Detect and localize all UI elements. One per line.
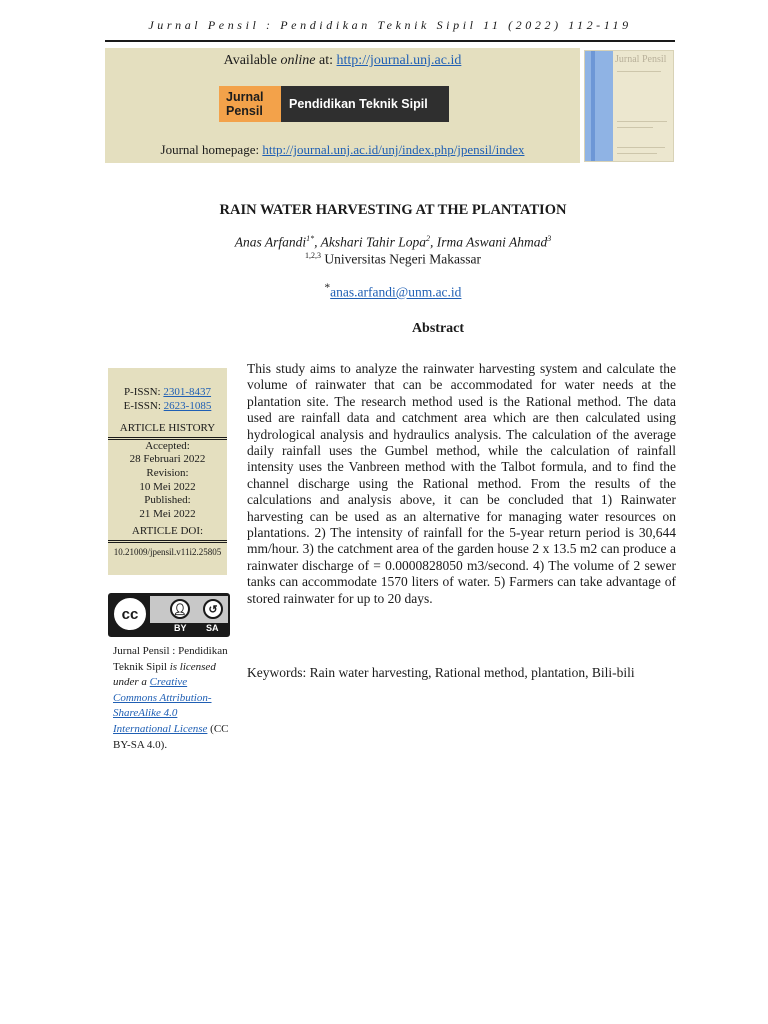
affiliation-name: Universitas Negeri Makassar bbox=[324, 251, 482, 267]
attribution-icon: 👤︎ bbox=[170, 599, 190, 619]
journal-homepage-line bbox=[105, 142, 580, 158]
cc-badge-bottom bbox=[150, 623, 228, 635]
available-online: online bbox=[280, 53, 316, 68]
license-short: (CC BY-SA 4.0). bbox=[113, 722, 229, 751]
license-link[interactable]: Creative Commons Attribution-ShareAlike 4.0 International License bbox=[113, 676, 212, 735]
affiliation bbox=[105, 251, 681, 268]
email-link[interactable]: anas.arfandi@unm.ac.id bbox=[330, 284, 462, 300]
cc-by-sa-badge[interactable] bbox=[108, 593, 230, 637]
share-alike-icon: ↺ bbox=[203, 599, 223, 619]
logo-left-block bbox=[219, 86, 281, 122]
journal-cover-thumbnail bbox=[584, 50, 674, 162]
issn-block bbox=[108, 386, 227, 413]
sa-label: SA bbox=[206, 623, 219, 633]
article-info-sidebar bbox=[108, 368, 227, 575]
accepted-date: 28 Februari 2022 bbox=[129, 453, 206, 466]
journal-masthead bbox=[105, 48, 580, 163]
author-list: Anas Arfandi$^{1*}$, Akshari Tahir Lopa$^2$, Irma Aswani Ahmad$^3$ bbox=[234, 234, 552, 250]
cover-line bbox=[617, 71, 661, 72]
cover-line bbox=[617, 147, 665, 148]
cover-title: Jurnal Pensil bbox=[615, 54, 667, 65]
article-doi: 10.21009/jpensil.v11i2.25805 bbox=[113, 546, 222, 557]
published-label: Published: bbox=[144, 494, 191, 507]
cc-badge-top bbox=[150, 596, 228, 623]
license-text: is licensed under a bbox=[113, 660, 216, 689]
pissn-row bbox=[108, 386, 227, 400]
header-rule bbox=[105, 40, 675, 42]
abstract-heading: Abstract bbox=[411, 321, 465, 336]
abstract-body: This study aims to analyze the rainwater harvesting system and calculate the volume of rainwater that can be accommodated for water needs at the plantation site. The research method used is the Rational method. The data used are rainfall data and catchment area which are then calculated using hydrological analysis and hydraulics analysis. The calculation of the average daily rainfall uses the Gumbel method, while the calculation of rainfall intensity uses the Vanbreen method with the Talbot formula, and to find the channel discharge using the Rational method. From the results of the calculations and analysis above, it can be concluded that 1) Rainwater harvesting can be used as an alternative for managing water resources on plantations. 2) The intensity of rainfall for the 5-year return period is 30,644 mm/hour. 3) the catchment area of the garden house 2 x 13.5 m2 can produce a rainwater discharge of = 0.0000828050 m3/second. 4) The volume of 2 sewer tanks can accommodate 1570 liters of water. 5) Farmers can take advantage of stored rainwater for up to 20 days. bbox=[247, 361, 676, 606]
logo-right-block: Pendidikan Teknik Sipil bbox=[281, 86, 449, 122]
cover-line bbox=[617, 121, 667, 122]
license-statement bbox=[113, 644, 231, 753]
corresponding-mark: * bbox=[324, 282, 331, 294]
eissn-label: E-ISSN: bbox=[123, 399, 161, 412]
eissn-link[interactable]: 2623-1085 bbox=[163, 399, 212, 412]
article-doi-heading: ARTICLE DOI: bbox=[108, 525, 227, 543]
journal-homepage-link[interactable]: http://journal.unj.ac.id/unj/index.php/jpensil/index bbox=[262, 142, 525, 157]
journal-site-link[interactable]: http://journal.unj.ac.id bbox=[336, 53, 462, 68]
accepted-label: Accepted: bbox=[145, 439, 190, 452]
cover-stripe-dark bbox=[591, 51, 595, 162]
revision-date: 10 Mei 2022 bbox=[139, 480, 196, 493]
keywords: Keywords: Rain water harvesting, Rational method, plantation, Bili-bili bbox=[247, 665, 635, 680]
author-name: Akshari Tahir Lopa bbox=[320, 234, 426, 250]
author-name: Anas Arfandi bbox=[234, 234, 307, 250]
eissn-row bbox=[108, 400, 227, 414]
affiliation-mark: 1,2,3 bbox=[304, 251, 321, 260]
cc-icon: cc bbox=[111, 595, 149, 633]
pissn-label: P-ISSN: bbox=[123, 386, 161, 398]
license-journal: Jurnal Pensil : Pendidikan Teknik Sipil bbox=[113, 645, 228, 673]
article-title: RAIN WATER HARVESTING AT THE PLANTATION bbox=[219, 202, 567, 218]
pissn-link[interactable]: 2301-8437 bbox=[163, 386, 212, 398]
cover-line bbox=[617, 153, 657, 154]
available-online-line bbox=[105, 53, 580, 69]
corresponding-email bbox=[105, 282, 681, 301]
author-affiliation-mark: 3 bbox=[547, 234, 552, 243]
homepage-label: Journal homepage: bbox=[160, 142, 260, 157]
logo-line2: Pensil bbox=[226, 104, 263, 118]
logo-line1: Jurnal bbox=[226, 90, 264, 104]
available-suffix: at: bbox=[319, 53, 334, 68]
author-affiliation-mark: 1* bbox=[306, 234, 315, 243]
cover-stripe bbox=[585, 51, 613, 162]
journal-logo bbox=[219, 86, 449, 122]
revision-label: Revision: bbox=[146, 466, 189, 479]
running-head: Jurnal Pensil : Pendidikan Teknik Sipil 11 (2022) 112-119 bbox=[148, 18, 632, 32]
cover-line bbox=[617, 127, 653, 128]
article-history-heading: ARTICLE HISTORY bbox=[108, 422, 227, 440]
available-prefix: Available bbox=[223, 53, 278, 68]
by-label: BY bbox=[174, 623, 187, 633]
author-affiliation-mark: 2 bbox=[425, 234, 430, 243]
author-name: Irma Aswani Ahmad bbox=[436, 234, 548, 250]
published-date: 21 Mei 2022 bbox=[139, 507, 196, 520]
